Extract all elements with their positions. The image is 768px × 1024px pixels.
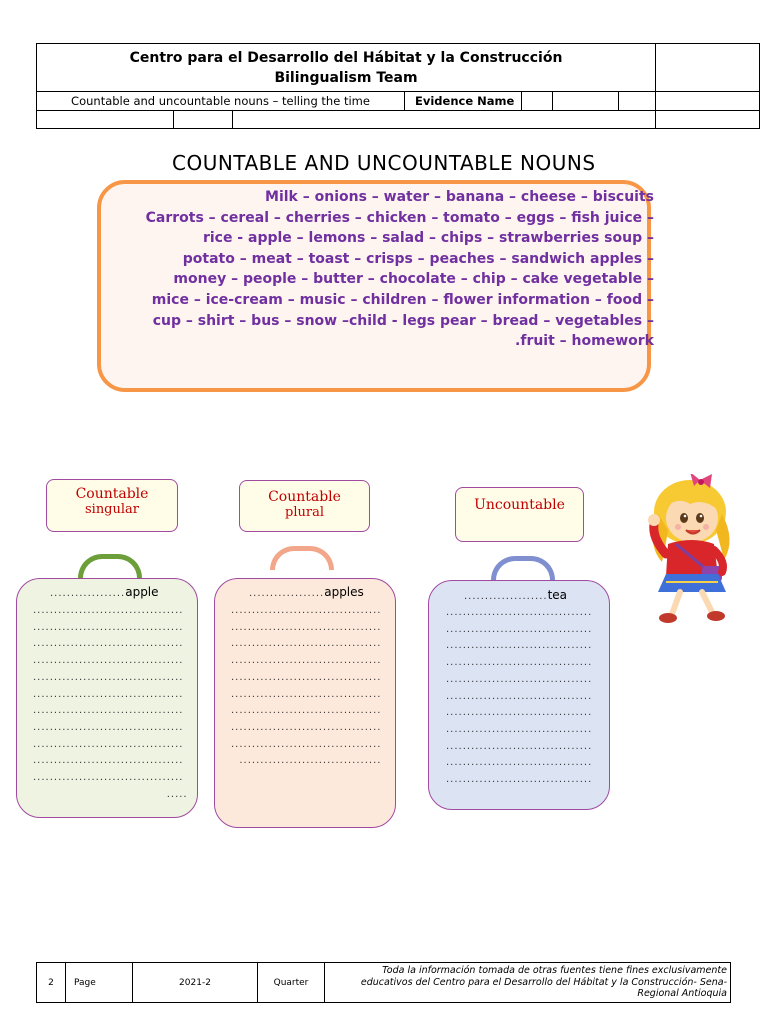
answer-lines-uncountable[interactable]: ................................... ................................... ................................... ................................... ................................... ................................... ................................... ................................... ................................... ................................... ...................................: [446, 607, 593, 786]
disclaimer-text: Toda la información tomada de otras fuentes tiene fines exclusivamente educativos del Centro para el Desarrollo del Hábitat y la Construcción- Sena- Regional Antioquia: [360, 965, 727, 1000]
label-subtitle: singular: [84, 502, 140, 517]
disclaimer-cell: [325, 963, 731, 1003]
team-name: Bilingualism Team: [274, 69, 418, 86]
page-number-cell: [37, 963, 66, 1003]
evidence-label: Evidence Name: [415, 94, 515, 108]
label-subtitle: plural: [285, 505, 324, 520]
answer-line-first[interactable]: ..................apples: [249, 585, 364, 599]
answer-lines-plural[interactable]: .................................... .................................... .................................... .................................... .................................... .................................... .................................... .................................... .................................... ..................................: [231, 605, 382, 767]
label-countable-plural: [239, 480, 370, 532]
example-word: tea: [547, 588, 568, 602]
label-title: Uncountable: [474, 497, 565, 513]
topic-text: Countable and uncountable nouns – telling the time: [71, 94, 370, 108]
word-line: .fruit – homework: [515, 333, 654, 350]
page-label: Page: [74, 977, 96, 988]
blank-cell-a: [37, 111, 174, 129]
evidence-field-2[interactable]: [553, 92, 619, 111]
page-title: COUNTABLE AND UNCOUNTABLE NOUNS: [172, 151, 596, 175]
page-label-cell: [66, 963, 133, 1003]
blank-cell-c: [233, 111, 656, 129]
footer-table: [36, 962, 731, 1003]
word-line: cup – shirt – bus – snow –child - legs pear – bread – vegetables –: [152, 312, 654, 329]
period-cell: [133, 963, 258, 1003]
institution-name: Centro para el Desarrollo del Hábitat y la Construcción: [129, 49, 563, 66]
label-title: Countable: [75, 486, 149, 502]
word-line: rice - apple – lemons – salad – chips – strawberries soup –: [202, 230, 654, 247]
quarter-label: Quarter: [273, 977, 309, 988]
answer-line-first[interactable]: ..................apple: [50, 585, 159, 599]
example-word: apples: [324, 585, 364, 599]
word-line: Milk – onions – water – banana – cheese – biscuits: [265, 189, 654, 205]
word-line: potato – meat – toast – crisps – peaches – sandwich apples –: [182, 250, 654, 267]
header-blank-cell: [656, 44, 760, 92]
evidence-label-cell: [405, 92, 522, 111]
header-title-cell: [37, 44, 656, 92]
blank-cell-b: [174, 111, 233, 129]
word-line: money – people – butter – chocolate – chip – cake vegetable –: [173, 271, 654, 288]
example-word: apple: [125, 585, 159, 599]
word-bank-text: [100, 187, 654, 352]
period: 2021-2: [179, 977, 211, 988]
quarter-cell: [258, 963, 325, 1003]
bag-handle-peach: [270, 546, 334, 570]
topic-cell: [37, 92, 405, 111]
bag-handle-blue: [491, 556, 555, 580]
word-line: Carrots – cereal – cherries – chicken – tomato – eggs – fish juice –: [145, 209, 654, 226]
evidence-field-1[interactable]: [522, 92, 553, 111]
bag-handle-green: [78, 554, 142, 578]
label-title: Countable: [268, 489, 341, 505]
label-countable-singular: [46, 479, 178, 532]
header-table: [36, 43, 760, 129]
label-uncountable: [455, 487, 584, 542]
evidence-field-3[interactable]: [619, 92, 656, 111]
blank-cell-d: [656, 111, 760, 129]
page-number: 2: [48, 977, 54, 988]
evidence-field-4[interactable]: [656, 92, 760, 111]
word-line: mice – ice-cream – music – children – flower information – food –: [151, 291, 654, 308]
girl-illustration: [640, 474, 745, 626]
answer-line-first[interactable]: ....................tea: [464, 588, 568, 602]
answer-lines-singular[interactable]: .................................... .................................... .................................... .................................... .................................... .................................... .................................... .................................... .................................... .................................... .................................... .....: [33, 605, 188, 800]
